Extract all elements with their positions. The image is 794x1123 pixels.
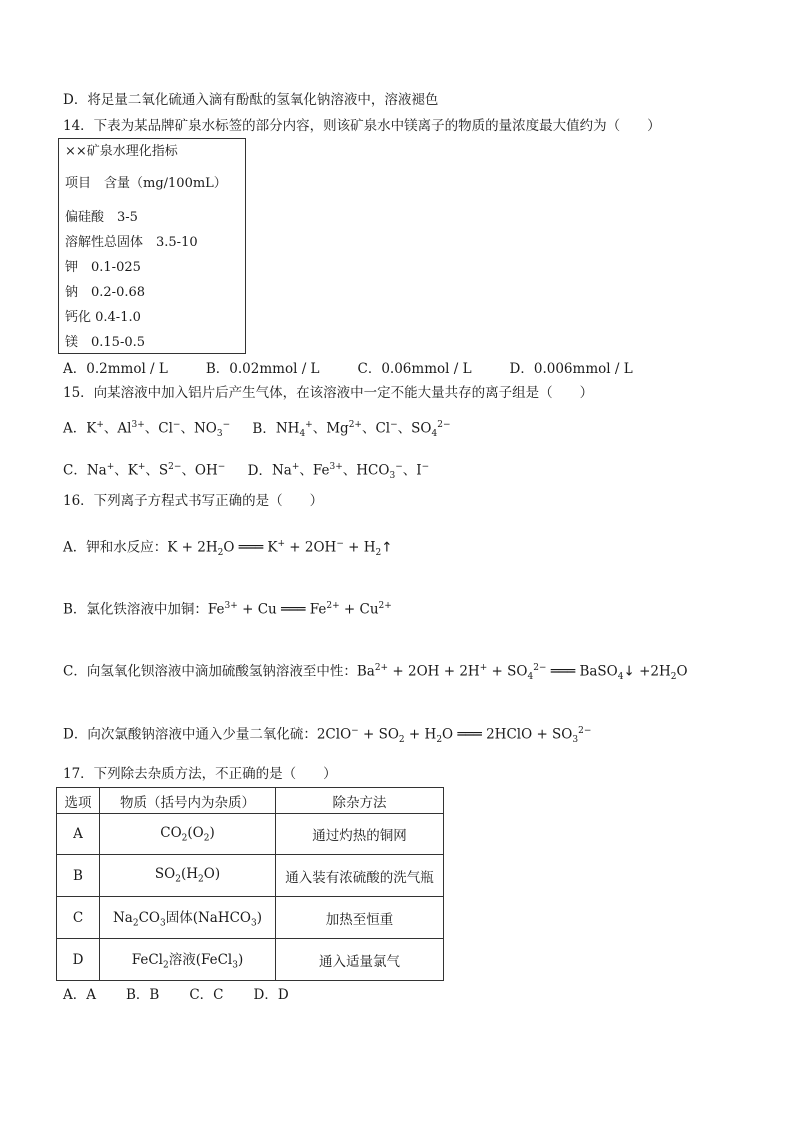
label-item: 钠 0.2-0.68 [65, 285, 146, 300]
q14-stem: 14．下表为某品牌矿泉水标签的部分内容，则该矿泉水中镁离子的物质的量浓度最大值约为（ ） [63, 118, 661, 134]
substance-state: 溶液 [168, 952, 196, 969]
q17-option-a[interactable]: A．A [63, 987, 96, 1003]
label-item: 偏硅酸 3-5 [65, 210, 138, 225]
q15-option-d-label: D． [247, 462, 272, 479]
label-item: 钾 0.1-025 [65, 260, 141, 275]
q13-option-d: D．将足量二氧化硫通入滴有酚酞的氢氧化钠溶液中，溶液褪色 [63, 92, 439, 108]
q15-stem: 15．向某溶液中加入铝片后产生气体，在该溶液中一定不能大量共存的离子组是（ ） [63, 385, 594, 401]
q16-option-c-label: C．向氢氧化钡溶液中滴加硫酸氢钠溶液至中性： [63, 663, 357, 680]
row-method: 通入装有浓硫酸的洗气瓶 [276, 855, 444, 897]
q16-option-a-label: A．钾和水反应： [63, 539, 168, 556]
q16-option-d-label: D．向次氯酸钠溶液中通入少量二氧化硫： [63, 726, 317, 743]
row-method: 通入适量氯气 [276, 939, 444, 981]
q15-option-c-label: C． [63, 462, 87, 479]
row-substance: FeCl$_2$溶液(FeCl$_3$) [100, 939, 276, 981]
row-option: D [57, 939, 100, 981]
row-option: C [57, 897, 100, 939]
q16-option-b-label: B．氯化铁溶液中加铜： [63, 601, 208, 618]
row-substance: $CO_2(O_2)$ [100, 814, 276, 855]
q17-options [63, 986, 289, 1004]
label-item: 钙化 0.4-1.0 [65, 310, 141, 325]
q15-option-a-label: A． [63, 420, 87, 437]
row-option: B [57, 855, 100, 897]
row-method: 加热至恒重 [276, 897, 444, 939]
table-header-row [57, 788, 444, 814]
header-option: 选项 [57, 788, 100, 814]
table-row [57, 939, 444, 981]
table-row [57, 814, 444, 855]
q14-option-a[interactable]: A．0.2mmol / L [63, 361, 168, 377]
q16-option-a: A．钾和水反应：$K + 2H_2O$ ═══ $K^+ + 2OH^- + H_2↑$ [63, 539, 393, 559]
q14-option-c[interactable]: C．0.06mmol / L [357, 361, 472, 377]
substance-state: 固体 [165, 910, 193, 927]
q16-option-d: D．向次氯酸钠溶液中通入少量二氧化硫：$2ClO^- + SO_2 + H_2O$ ═══ 2HClO + $SO_3^{2-}$ [63, 726, 592, 746]
row-substance: $Na_2CO_3$固体(NaHCO$_3$) [100, 897, 276, 939]
q16-option-c: C．向氢氧化钡溶液中滴加硫酸氢钠溶液至中性：$Ba^{2+} + 2OH + 2H^+ + SO_4^{2-}$ ═══ BaSO$_4$↓ $+2H_2O$ [63, 663, 688, 683]
label-title: ××矿泉水理化指标 [65, 144, 178, 159]
q17-option-b[interactable]: B．B [126, 987, 160, 1003]
q16-option-b: B．氯化铁溶液中加铜：$Fe^{3+} + Cu$ ═══ $Fe^{2+} + Cu^{2+}$ [63, 601, 392, 618]
q17-option-c[interactable]: C．C [189, 987, 224, 1003]
table-row [57, 897, 444, 939]
row-option: A [57, 814, 100, 855]
q14-option-d[interactable]: D．0.006mmol / L [509, 361, 633, 377]
q17-stem: 17．下列除去杂质方法，不正确的是（ ） [63, 766, 337, 782]
row-substance: $SO_2(H_2O)$ [100, 855, 276, 897]
impurity-table [56, 787, 444, 981]
header-substance: 物质（括号内为杂质） [100, 788, 276, 814]
q16-stem: 16．下列离子方程式书写正确的是（ ） [63, 493, 324, 509]
q15-options-cd: C．Na+、K+、$S^{2-}$、OH− D．Na+、$Fe^{3+}$、$HCO_3^-$、I− [63, 462, 430, 482]
mineral-water-label [58, 138, 246, 354]
q14-options [63, 360, 633, 378]
table-row [57, 855, 444, 897]
q15-option-b-label: B． [252, 420, 276, 437]
row-method: 通过灼热的铜网 [276, 814, 444, 855]
q14-option-b[interactable]: B．0.02mmol / L [205, 361, 320, 377]
q17-option-d[interactable]: D．D [253, 987, 289, 1003]
q15-options-ab: A．K+、$Al^{3+}$、Cl−、$NO_3^-$ B．$NH_4^+$、$Mg^{2+}$、Cl−、$SO_4^{2-}$ [63, 420, 451, 440]
label-item: 镁 0.15-0.5 [65, 335, 146, 350]
header-method: 除杂方法 [276, 788, 444, 814]
label-header: 项目 含量（mg/100mL） [65, 176, 227, 191]
label-item: 溶解性总固体 3.5-10 [65, 235, 198, 250]
